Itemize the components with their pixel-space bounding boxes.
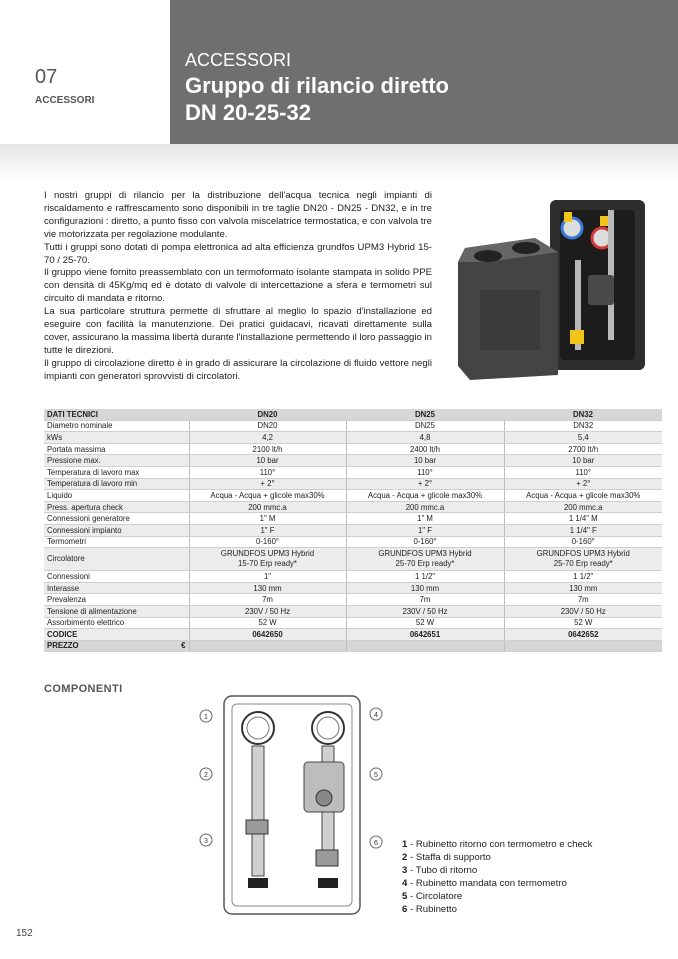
table-row [44, 432, 662, 444]
callout-6-label: 6 [374, 840, 378, 847]
row-label [44, 640, 189, 652]
table-cell: 10 bar [346, 455, 504, 467]
intro-paragraph: Il gruppo viene fornito preassemblato con un termoformato isolante stampata in solido PPE con densità di 45Kg/mq ed è dotato di valvole di intercettazione a sfera e termometri sul circuito di mandata e ritorno. [44, 267, 432, 305]
cover-panel-photo [480, 290, 540, 350]
table-cell: 10 bar [504, 455, 662, 467]
table-cell: 130 mm [189, 582, 346, 594]
table-cell: 7m [346, 594, 504, 606]
cover-hole-photo [474, 250, 502, 262]
table-cell: 0642651 [346, 629, 504, 641]
table-row [44, 582, 662, 594]
table-cell: 130 mm [504, 582, 662, 594]
pump-model-sub: 25-70 Erp ready* [395, 559, 455, 569]
row-label: Prevalenza [44, 594, 189, 606]
row-label: Termometri [44, 536, 189, 548]
table-cell: 0642650 [189, 629, 346, 641]
page-title [185, 72, 449, 126]
table-row [44, 490, 662, 502]
row-label: Diametro nominale [44, 420, 189, 432]
page-number: 152 [16, 928, 33, 939]
table-cell: 200 mmc.a [189, 501, 346, 513]
pump-model: GRUNDFOS UPM3 Hybrid [378, 549, 472, 559]
table-cell: 110° [504, 466, 662, 478]
row-label: Tensione di alimentazione [44, 605, 189, 617]
components-diagram [196, 690, 390, 930]
table-header-cell: DATI TECNICI [44, 409, 189, 420]
intro-paragraph: Tutti i gruppi sono dotati di pompa elettronica ad alta efficienza grundfos UPM3 Hybrid 15-70 / 25-70. [44, 241, 432, 266]
table-row-code [44, 629, 662, 641]
table-cell: + 2° [189, 478, 346, 490]
pump-model: GRUNDFOS UPM3 Hybrid [220, 549, 315, 559]
table-row [44, 548, 662, 571]
table-cell: 2400 lt/h [346, 443, 504, 455]
callout-4-label: 4 [374, 712, 378, 719]
price-label: PREZZO [47, 641, 79, 651]
intro-text [44, 190, 432, 384]
row-label: Liquido [44, 490, 189, 502]
table-cell: + 2° [504, 478, 662, 490]
row-label: kWs [44, 432, 189, 444]
table-row-price [44, 640, 662, 652]
legend-item: 6 - Rubinetto [402, 904, 457, 915]
table-cell: 0-160° [346, 536, 504, 548]
header-title-panel [170, 0, 678, 144]
table-cell: + 2° [346, 478, 504, 490]
table-cell: 0-160° [189, 536, 346, 548]
connector-drawing [318, 878, 338, 888]
table-cell: 0-160° [504, 536, 662, 548]
return-pipe-drawing [252, 746, 264, 876]
table-cell: 1 1/4" F [504, 524, 662, 536]
row-label: Connessioni impianto [44, 524, 189, 536]
table-cell: 110° [189, 466, 346, 478]
table-cell: 2700 lt/h [504, 443, 662, 455]
table-cell: 0642652 [504, 629, 662, 641]
table-cell: Acqua - Acqua + glicole max30% [189, 490, 346, 502]
table-cell [346, 548, 504, 571]
row-label: Temperatura di lavoro max [44, 466, 189, 478]
connector-drawing [248, 878, 268, 888]
row-label: Pressione max. [44, 455, 189, 467]
table-row [44, 478, 662, 490]
callout-2-label: 2 [204, 772, 208, 779]
chapter-category: ACCESSORI [35, 95, 95, 106]
row-label: CODICE [44, 629, 189, 641]
header-shadow-band [0, 144, 678, 180]
row-label: Temperatura di lavoro min [44, 478, 189, 490]
table-cell: Acqua - Acqua + glicole max30% [346, 490, 504, 502]
table-row [44, 466, 662, 478]
pump-model-sub: 15-70 Erp ready* [238, 559, 297, 569]
table-cell: 1 1/2" [504, 571, 662, 583]
table-cell: 1 1/2" [346, 571, 504, 583]
pump-photo [588, 275, 614, 305]
row-label: Circolatore [44, 548, 189, 571]
callout-3-label: 3 [204, 838, 208, 845]
table-cell: DN32 [504, 420, 662, 432]
product-photo [440, 190, 662, 390]
table-header-row [44, 409, 662, 420]
table-cell: 200 mmc.a [504, 501, 662, 513]
components-legend [402, 838, 592, 916]
valve-photo [570, 330, 584, 344]
table-cell: 200 mmc.a [346, 501, 504, 513]
table-cell: 1 1/4" M [504, 513, 662, 525]
legend-item: 3 - Tubo di ritorno [402, 865, 478, 876]
table-row [44, 455, 662, 467]
table-header-cell: DN20 [189, 409, 346, 420]
section-kicker: ACCESSORI [185, 50, 292, 70]
legend-item: 1 - Rubinetto ritorno con termometro e check [402, 839, 593, 850]
table-cell: DN25 [346, 420, 504, 432]
table-row [44, 536, 662, 548]
callout-5-label: 5 [374, 772, 378, 779]
table-cell: 4,2 [189, 432, 346, 444]
table-row [44, 513, 662, 525]
table-cell: 4,8 [346, 432, 504, 444]
table-row [44, 617, 662, 629]
table-cell: 230V / 50 Hz [504, 605, 662, 617]
table-cell: 52 W [189, 617, 346, 629]
row-label: Portata massima [44, 443, 189, 455]
legend-item: 2 - Staffa di supporto [402, 852, 491, 863]
table-cell: 1" F [346, 524, 504, 536]
table-cell [504, 548, 662, 571]
page-title-line2: DN 20-25-32 [185, 100, 311, 125]
table-cell: DN20 [189, 420, 346, 432]
pump-head-drawing [316, 790, 332, 806]
table-row [44, 571, 662, 583]
table-cell: 1" F [189, 524, 346, 536]
table-cell [346, 640, 504, 652]
valve-drawing [316, 850, 338, 866]
table-cell: 7m [504, 594, 662, 606]
table-cell: 2100 lt/h [189, 443, 346, 455]
bracket-drawing [246, 820, 268, 834]
legend-item: 4 - Rubinetto mandata con termometro [402, 878, 567, 889]
technical-data-table [44, 409, 662, 652]
table-header-cell: DN25 [346, 409, 504, 420]
table-cell: 52 W [504, 617, 662, 629]
table-cell: 1" [189, 571, 346, 583]
table-cell [189, 640, 346, 652]
table-cell: 10 bar [189, 455, 346, 467]
table-cell: 5,4 [504, 432, 662, 444]
table-cell: 7m [189, 594, 346, 606]
row-label: Assorbimento elettrico [44, 617, 189, 629]
page-title-line1: Gruppo di rilancio diretto [185, 73, 449, 98]
table-row [44, 594, 662, 606]
pump-model: GRUNDFOS UPM3 Hybrid [536, 549, 630, 559]
chapter-number: 07 [35, 66, 58, 88]
table-row [44, 443, 662, 455]
row-label: Press. apertura check [44, 501, 189, 513]
table-cell [504, 640, 662, 652]
table-cell: 110° [346, 466, 504, 478]
intro-paragraph: La sua particolare struttura permette di sfruttare al meglio lo spazio d'installazione ed eseguire con facilità la manutenzione. Dei pratici guidacavi, ricavati direttamente sulla cover, assicurano la massima libertà durante l'installazione permettendo il loro passaggio in tutte le direzioni. [44, 306, 432, 356]
row-label: Connessioni [44, 571, 189, 583]
table-row [44, 524, 662, 536]
intro-paragraph: I nostri gruppi di rilancio per la distribuzione dell'acqua tecnica negli impianti di riscaldamento e raffrescamento sono disponibili in tre taglie DN20 - DN25 - DN32, e in tre configurazioni : diretto, a punto fisso con valvola miscelatrice termostatica, e con valvola tre vie motorizzata per regolazione modulante. [44, 190, 432, 240]
table-row [44, 501, 662, 513]
legend-item: 5 - Circolatore [402, 891, 463, 902]
currency-symbol: € [181, 641, 186, 651]
valve-handle-photo [600, 216, 608, 226]
valve-handle-photo [564, 212, 572, 222]
callout-1-label: 1 [204, 714, 208, 721]
table-cell: 1" M [346, 513, 504, 525]
table-cell: 230V / 50 Hz [189, 605, 346, 617]
table-cell: 230V / 50 Hz [346, 605, 504, 617]
row-label: Interasse [44, 582, 189, 594]
components-title: COMPONENTI [44, 683, 123, 695]
table-cell [189, 548, 346, 571]
table-cell: Acqua - Acqua + glicole max30% [504, 490, 662, 502]
pump-model-sub: 25-70 Erp ready* [553, 559, 613, 569]
table-row [44, 420, 662, 432]
table-cell: 52 W [346, 617, 504, 629]
table-row [44, 605, 662, 617]
row-label: Connessioni generatore [44, 513, 189, 525]
intro-paragraph: Il gruppo di circolazione diretto è in grado di assicurare la circolazione di fluido vettore negli impianti con generatori sprovvisti di circolatori. [44, 357, 432, 382]
table-cell: 1" M [189, 513, 346, 525]
header-left-panel [0, 0, 170, 144]
table-header-cell: DN32 [504, 409, 662, 420]
table-cell: 130 mm [346, 582, 504, 594]
cover-hole-photo [512, 242, 540, 254]
